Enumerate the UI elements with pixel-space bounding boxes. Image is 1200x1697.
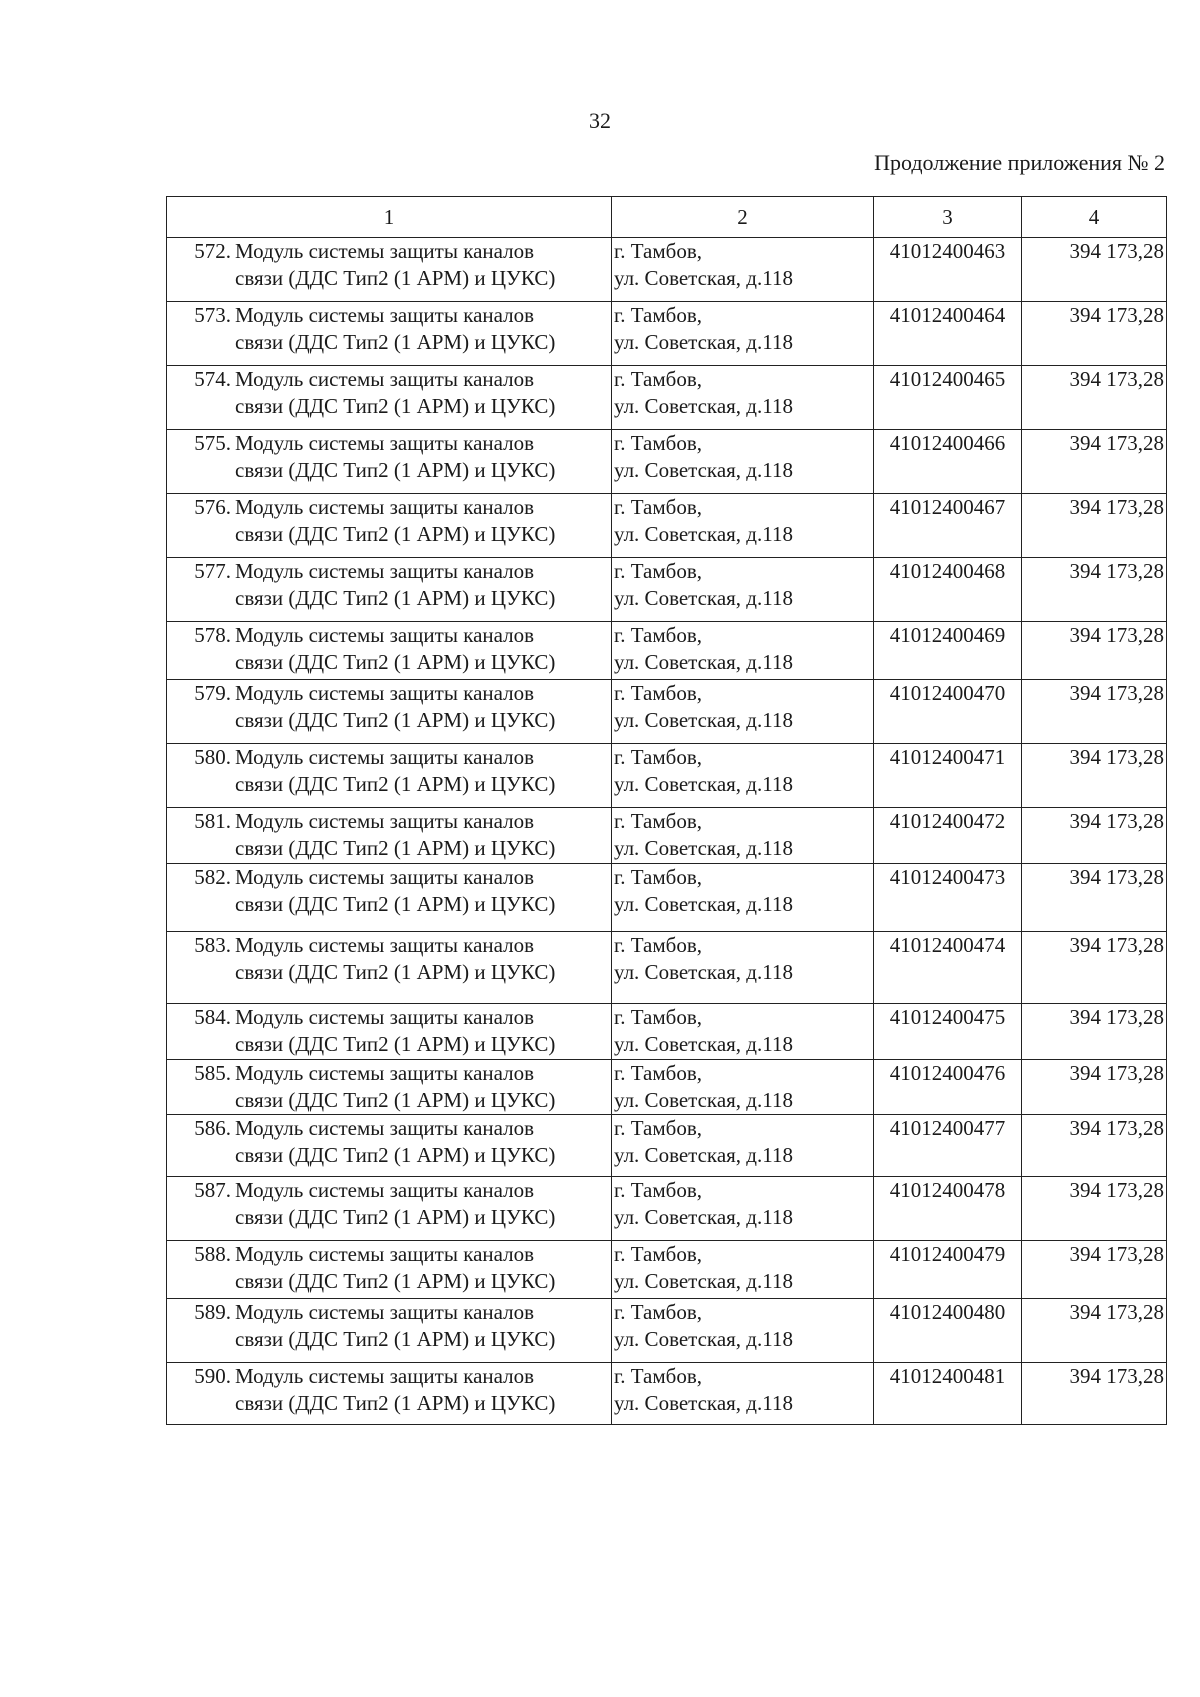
column-header-4: 4 <box>1022 197 1167 238</box>
address-line1: г. Тамбов, <box>614 1005 703 1029</box>
table-row <box>167 494 1167 558</box>
item-name-line1: Модуль системы защиты каналов <box>235 1116 535 1140</box>
table-row <box>167 1177 1167 1241</box>
table-row <box>167 302 1167 366</box>
item-name-line2: связи (ДДС Тип2 (1 АРМ) и ЦУКС) <box>235 1032 556 1056</box>
item-number: 580. <box>194 745 231 769</box>
table-row <box>167 622 1167 680</box>
inventory-code-cell: 41012400475 <box>874 1004 1022 1060</box>
item-name-cell <box>167 932 612 1004</box>
address-line2: ул. Советская, д.118 <box>614 708 793 732</box>
item-name-line1: Модуль системы защиты каналов <box>235 933 535 957</box>
price-cell: 394 173,28 <box>1022 1004 1167 1060</box>
inventory-code-cell: 41012400480 <box>874 1299 1022 1363</box>
item-name-line1: Модуль системы защиты каналов <box>235 865 535 889</box>
item-name-line2: связи (ДДС Тип2 (1 АРМ) и ЦУКС) <box>235 266 556 290</box>
item-name-line1: Модуль системы защиты каналов <box>235 623 535 647</box>
inventory-code-cell: 41012400476 <box>874 1060 1022 1115</box>
item-name-line2: связи (ДДС Тип2 (1 АРМ) и ЦУКС) <box>235 650 556 674</box>
price-cell: 394 173,28 <box>1022 430 1167 494</box>
inventory-code-cell: 41012400472 <box>874 808 1022 864</box>
inventory-code-cell: 41012400467 <box>874 494 1022 558</box>
item-number: 585. <box>194 1061 231 1085</box>
address-cell <box>612 1363 874 1425</box>
price-cell: 394 173,28 <box>1022 1241 1167 1299</box>
address-line1: г. Тамбов, <box>614 623 703 647</box>
table-row <box>167 932 1167 1004</box>
address-line1: г. Тамбов, <box>614 745 703 769</box>
price-cell: 394 173,28 <box>1022 864 1167 932</box>
address-cell <box>612 430 874 494</box>
table-row <box>167 808 1167 864</box>
address-line2: ул. Советская, д.118 <box>614 1391 793 1415</box>
item-name-line2: связи (ДДС Тип2 (1 АРМ) и ЦУКС) <box>235 1088 556 1112</box>
inventory-code-cell: 41012400466 <box>874 430 1022 494</box>
address-line2: ул. Советская, д.118 <box>614 772 793 796</box>
column-header-1: 1 <box>167 197 612 238</box>
item-name-line1: Модуль системы защиты каналов <box>235 1005 535 1029</box>
inventory-code-cell: 41012400471 <box>874 744 1022 808</box>
item-name-cell <box>167 1299 612 1363</box>
table-row <box>167 1060 1167 1115</box>
item-number: 581. <box>194 809 231 833</box>
inventory-code-cell: 41012400468 <box>874 558 1022 622</box>
address-line2: ул. Советская, д.118 <box>614 1088 793 1112</box>
price-cell: 394 173,28 <box>1022 1299 1167 1363</box>
item-name-cell <box>167 302 612 366</box>
price-cell: 394 173,28 <box>1022 558 1167 622</box>
item-name-line2: связи (ДДС Тип2 (1 АРМ) и ЦУКС) <box>235 836 556 860</box>
address-line2: ул. Советская, д.118 <box>614 836 793 860</box>
item-name-line1: Модуль системы защиты каналов <box>235 1300 535 1324</box>
price-cell: 394 173,28 <box>1022 1177 1167 1241</box>
address-line2: ул. Советская, д.118 <box>614 1327 793 1351</box>
address-cell <box>612 494 874 558</box>
item-name-line1: Модуль системы защиты каналов <box>235 495 535 519</box>
item-name-cell <box>167 558 612 622</box>
table-row <box>167 680 1167 744</box>
item-number: 589. <box>194 1300 231 1324</box>
address-line1: г. Тамбов, <box>614 559 703 583</box>
inventory-code-cell: 41012400481 <box>874 1363 1022 1425</box>
address-cell <box>612 238 874 302</box>
table-row <box>167 1115 1167 1177</box>
address-line1: г. Тамбов, <box>614 865 703 889</box>
item-name-cell <box>167 808 612 864</box>
page-number: 32 <box>589 108 611 133</box>
item-number: 573. <box>194 303 231 327</box>
item-name-line1: Модуль системы защиты каналов <box>235 681 535 705</box>
table-row <box>167 1004 1167 1060</box>
item-name-line2: связи (ДДС Тип2 (1 АРМ) и ЦУКС) <box>235 458 556 482</box>
address-line2: ул. Советская, д.118 <box>614 330 793 354</box>
inventory-code-cell: 41012400474 <box>874 932 1022 1004</box>
item-name-line2: связи (ДДС Тип2 (1 АРМ) и ЦУКС) <box>235 960 556 984</box>
continuation-label: Продолжение приложения № 2 <box>874 150 1165 175</box>
column-header-3: 3 <box>874 197 1022 238</box>
inventory-code-cell: 41012400479 <box>874 1241 1022 1299</box>
item-name-line2: связи (ДДС Тип2 (1 АРМ) и ЦУКС) <box>235 1205 556 1229</box>
item-number: 582. <box>194 865 231 889</box>
address-line1: г. Тамбов, <box>614 495 703 519</box>
address-cell <box>612 558 874 622</box>
inventory-code-cell: 41012400469 <box>874 622 1022 680</box>
item-number: 583. <box>194 933 231 957</box>
price-cell: 394 173,28 <box>1022 744 1167 808</box>
address-line1: г. Тамбов, <box>614 1242 703 1266</box>
item-name-cell <box>167 1177 612 1241</box>
price-cell: 394 173,28 <box>1022 302 1167 366</box>
address-line2: ул. Советская, д.118 <box>614 458 793 482</box>
item-name-line1: Модуль системы защиты каналов <box>235 1242 535 1266</box>
address-line2: ул. Советская, д.118 <box>614 586 793 610</box>
inventory-code-cell: 41012400477 <box>874 1115 1022 1177</box>
address-line1: г. Тамбов, <box>614 1364 703 1388</box>
item-name-cell <box>167 744 612 808</box>
address-line1: г. Тамбов, <box>614 681 703 705</box>
address-line1: г. Тамбов, <box>614 809 703 833</box>
price-cell: 394 173,28 <box>1022 1060 1167 1115</box>
address-cell <box>612 1004 874 1060</box>
item-name-cell <box>167 1060 612 1115</box>
item-name-cell <box>167 1115 612 1177</box>
item-name-line1: Модуль системы защиты каналов <box>235 367 535 391</box>
item-name-line2: связи (ДДС Тип2 (1 АРМ) и ЦУКС) <box>235 522 556 546</box>
table-row <box>167 366 1167 430</box>
address-line2: ул. Советская, д.118 <box>614 650 793 674</box>
item-name-cell <box>167 680 612 744</box>
item-name-line1: Модуль системы защиты каналов <box>235 1178 535 1202</box>
table-row <box>167 238 1167 302</box>
address-cell <box>612 1299 874 1363</box>
price-cell: 394 173,28 <box>1022 1115 1167 1177</box>
item-name-cell <box>167 1004 612 1060</box>
item-name-cell <box>167 494 612 558</box>
item-name-line1: Модуль системы защиты каналов <box>235 745 535 769</box>
address-line1: г. Тамбов, <box>614 933 703 957</box>
address-cell <box>612 302 874 366</box>
item-number: 577. <box>194 559 231 583</box>
item-number: 584. <box>194 1005 231 1029</box>
price-cell: 394 173,28 <box>1022 622 1167 680</box>
item-number: 586. <box>194 1116 231 1140</box>
address-cell <box>612 366 874 430</box>
item-name-cell <box>167 1241 612 1299</box>
address-line2: ул. Советская, д.118 <box>614 1032 793 1056</box>
price-cell: 394 173,28 <box>1022 366 1167 430</box>
price-cell: 394 173,28 <box>1022 680 1167 744</box>
item-name-line1: Модуль системы защиты каналов <box>235 239 535 263</box>
address-cell <box>612 622 874 680</box>
inventory-table <box>166 196 1167 1425</box>
item-name-line2: связи (ДДС Тип2 (1 АРМ) и ЦУКС) <box>235 708 556 732</box>
column-header-2: 2 <box>612 197 874 238</box>
table-header-row <box>167 197 1167 238</box>
item-name-line1: Модуль системы защиты каналов <box>235 303 535 327</box>
address-cell <box>612 808 874 864</box>
inventory-code-cell: 41012400464 <box>874 302 1022 366</box>
address-line1: г. Тамбов, <box>614 1116 703 1140</box>
item-name-cell <box>167 366 612 430</box>
address-cell <box>612 1115 874 1177</box>
item-name-line1: Модуль системы защиты каналов <box>235 559 535 583</box>
item-name-line1: Модуль системы защиты каналов <box>235 1364 535 1388</box>
price-cell: 394 173,28 <box>1022 238 1167 302</box>
item-number: 588. <box>194 1242 231 1266</box>
address-line1: г. Тамбов, <box>614 303 703 327</box>
item-number: 587. <box>194 1178 231 1202</box>
address-line2: ул. Советская, д.118 <box>614 266 793 290</box>
address-cell <box>612 1177 874 1241</box>
address-line2: ул. Советская, д.118 <box>614 960 793 984</box>
table-row <box>167 558 1167 622</box>
address-line2: ул. Советская, д.118 <box>614 1205 793 1229</box>
price-cell: 394 173,28 <box>1022 494 1167 558</box>
table-row <box>167 1241 1167 1299</box>
inventory-code-cell: 41012400465 <box>874 366 1022 430</box>
item-number: 575. <box>194 431 231 455</box>
address-line2: ул. Советская, д.118 <box>614 394 793 418</box>
address-line1: г. Тамбов, <box>614 1300 703 1324</box>
item-name-line2: связи (ДДС Тип2 (1 АРМ) и ЦУКС) <box>235 1327 556 1351</box>
address-cell <box>612 1060 874 1115</box>
price-cell: 394 173,28 <box>1022 1363 1167 1425</box>
item-name-line2: связи (ДДС Тип2 (1 АРМ) и ЦУКС) <box>235 1143 556 1167</box>
item-name-cell <box>167 430 612 494</box>
price-cell: 394 173,28 <box>1022 932 1167 1004</box>
item-name-cell <box>167 622 612 680</box>
address-line2: ул. Советская, д.118 <box>614 1269 793 1293</box>
table-row <box>167 1299 1167 1363</box>
price-cell: 394 173,28 <box>1022 808 1167 864</box>
table-row <box>167 744 1167 808</box>
item-number: 574. <box>194 367 231 391</box>
item-number: 576. <box>194 495 231 519</box>
table-body <box>167 238 1167 1425</box>
item-name-line2: связи (ДДС Тип2 (1 АРМ) и ЦУКС) <box>235 1269 556 1293</box>
item-number: 579. <box>194 681 231 705</box>
inventory-code-cell: 41012400470 <box>874 680 1022 744</box>
address-cell <box>612 744 874 808</box>
item-name-line2: связи (ДДС Тип2 (1 АРМ) и ЦУКС) <box>235 892 556 916</box>
table-row <box>167 430 1167 494</box>
item-name-line2: связи (ДДС Тип2 (1 АРМ) и ЦУКС) <box>235 772 556 796</box>
item-number: 590. <box>194 1364 231 1388</box>
inventory-code-cell: 41012400478 <box>874 1177 1022 1241</box>
item-name-line1: Модуль системы защиты каналов <box>235 809 535 833</box>
item-name-cell <box>167 864 612 932</box>
inventory-code-cell: 41012400473 <box>874 864 1022 932</box>
address-cell <box>612 932 874 1004</box>
item-name-line2: связи (ДДС Тип2 (1 АРМ) и ЦУКС) <box>235 330 556 354</box>
address-line1: г. Тамбов, <box>614 431 703 455</box>
address-cell <box>612 864 874 932</box>
address-line2: ул. Советская, д.118 <box>614 892 793 916</box>
table-row <box>167 1363 1167 1425</box>
table-row <box>167 864 1167 932</box>
item-name-line1: Модуль системы защиты каналов <box>235 1061 535 1085</box>
address-line1: г. Тамбов, <box>614 239 703 263</box>
address-line1: г. Тамбов, <box>614 367 703 391</box>
address-cell <box>612 1241 874 1299</box>
item-name-line2: связи (ДДС Тип2 (1 АРМ) и ЦУКС) <box>235 394 556 418</box>
address-line1: г. Тамбов, <box>614 1178 703 1202</box>
address-line2: ул. Советская, д.118 <box>614 1143 793 1167</box>
inventory-code-cell: 41012400463 <box>874 238 1022 302</box>
item-name-line2: связи (ДДС Тип2 (1 АРМ) и ЦУКС) <box>235 586 556 610</box>
address-line1: г. Тамбов, <box>614 1061 703 1085</box>
address-cell <box>612 680 874 744</box>
item-name-line2: связи (ДДС Тип2 (1 АРМ) и ЦУКС) <box>235 1391 556 1415</box>
address-line2: ул. Советская, д.118 <box>614 522 793 546</box>
item-name-cell <box>167 238 612 302</box>
item-number: 572. <box>194 239 231 263</box>
item-name-line1: Модуль системы защиты каналов <box>235 431 535 455</box>
item-number: 578. <box>194 623 231 647</box>
item-name-cell <box>167 1363 612 1425</box>
